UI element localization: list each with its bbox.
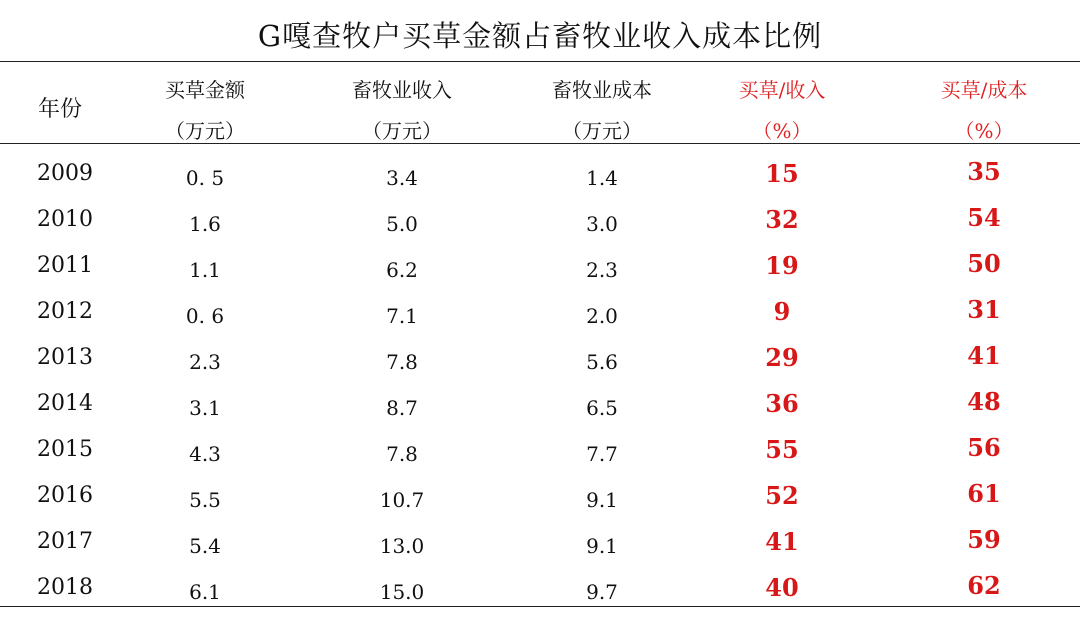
- header-year: 年份: [37, 97, 82, 122]
- cell-cost: 6.5: [586, 396, 618, 420]
- cell-year: 2017: [37, 529, 93, 554]
- cell-income: 7.1: [386, 304, 418, 328]
- table-row: [0, 205, 1080, 251]
- header-income-line1: 畜牧业收入: [352, 78, 452, 102]
- cell-cost: 2.3: [586, 258, 618, 282]
- cell-ratio-income: 41: [765, 527, 799, 556]
- cell-ratio-income: 19: [765, 251, 799, 280]
- table-title: G嘎查牧户买草金额占畜牧业收入成本比例: [257, 19, 823, 53]
- cell-ratio-cost: 61: [967, 479, 1001, 508]
- cell-ratio-income: 40: [765, 573, 799, 602]
- cell-ratio-income: 29: [765, 343, 799, 372]
- cell-cost: 1.4: [586, 166, 618, 190]
- cell-ratio-cost: 31: [967, 295, 1001, 324]
- cell-grass: 4.3: [189, 442, 221, 466]
- header-grass-line2: （万元）: [165, 119, 245, 143]
- cell-ratio-cost: 56: [967, 433, 1001, 462]
- cell-year: 2012: [37, 299, 93, 324]
- cell-year: 2013: [37, 345, 93, 370]
- table-row: [0, 343, 1080, 389]
- cell-ratio-cost: 35: [967, 157, 1001, 186]
- cell-year: 2009: [37, 161, 93, 186]
- cell-year: 2018: [37, 575, 93, 600]
- header-ratio-income-line2: （%）: [752, 119, 812, 143]
- header-income-line2: （万元）: [362, 119, 442, 143]
- cell-income: 15.0: [379, 580, 425, 604]
- cell-ratio-income: 55: [765, 435, 799, 464]
- cell-ratio-cost: 62: [967, 571, 1001, 600]
- header-grass-line1: 买草金额: [165, 78, 245, 102]
- cell-cost: 2.0: [586, 304, 618, 328]
- table-row: [0, 527, 1080, 573]
- cell-ratio-income: 15: [765, 159, 799, 188]
- cell-ratio-income: 52: [765, 481, 799, 510]
- top-rule: [0, 61, 1080, 62]
- table-row: [0, 573, 1080, 619]
- cell-grass: 0. 5: [185, 166, 225, 190]
- cell-cost: 3.0: [586, 212, 618, 236]
- cell-cost: 9.1: [586, 534, 618, 558]
- header-cost-line2: （万元）: [562, 119, 642, 143]
- cell-grass: 3.1: [189, 396, 221, 420]
- cell-ratio-cost: 50: [967, 249, 1001, 278]
- cell-cost: 7.7: [586, 442, 618, 466]
- cell-year: 2010: [37, 207, 93, 232]
- cell-grass: 5.5: [189, 488, 221, 512]
- cell-year: 2014: [37, 391, 93, 416]
- cell-ratio-income: 32: [765, 205, 799, 234]
- cell-grass: 5.4: [189, 534, 221, 558]
- header-cost-line1: 畜牧业成本: [552, 78, 652, 102]
- table-row: [0, 251, 1080, 297]
- cell-income: 3.4: [386, 166, 418, 190]
- table-row: [0, 389, 1080, 435]
- cell-cost: 9.7: [586, 580, 618, 604]
- cell-income: 7.8: [386, 442, 418, 466]
- table-row: [0, 159, 1080, 205]
- cell-year: 2011: [37, 253, 93, 278]
- cell-year: 2016: [37, 483, 93, 508]
- cell-income: 10.7: [379, 488, 425, 512]
- header-ratio-cost-line2: （%）: [954, 119, 1014, 143]
- header-ratio-cost-line1: 买草/成本: [940, 78, 1028, 102]
- cell-grass: 6.1: [189, 580, 221, 604]
- cell-cost: 5.6: [586, 350, 618, 374]
- cell-cost: 9.1: [586, 488, 618, 512]
- cell-ratio-income: 9: [773, 297, 791, 326]
- cell-ratio-income: 36: [765, 389, 799, 418]
- table-row: [0, 297, 1080, 343]
- cell-grass: 2.3: [189, 350, 221, 374]
- cell-income: 8.7: [386, 396, 418, 420]
- cell-income: 13.0: [379, 534, 425, 558]
- cell-income: 5.0: [386, 212, 418, 236]
- cell-year: 2015: [37, 437, 93, 462]
- cell-grass: 1.6: [189, 212, 221, 236]
- cell-ratio-cost: 48: [967, 387, 1001, 416]
- header-ratio-income-line1: 买草/收入: [738, 78, 826, 102]
- cell-income: 7.8: [386, 350, 418, 374]
- cell-grass: 0. 6: [185, 304, 225, 328]
- cell-ratio-cost: 59: [967, 525, 1001, 554]
- cell-income: 6.2: [386, 258, 418, 282]
- cell-grass: 1.1: [189, 258, 221, 282]
- table-row: [0, 481, 1080, 527]
- cell-ratio-cost: 41: [967, 341, 1001, 370]
- table-row: [0, 435, 1080, 481]
- cell-ratio-cost: 54: [967, 203, 1001, 232]
